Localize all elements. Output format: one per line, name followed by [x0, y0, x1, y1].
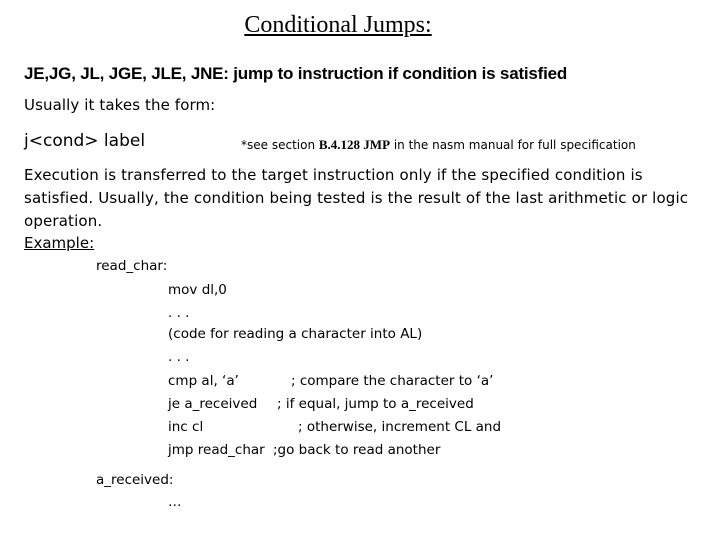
note-section: B.4.128 JMP: [318, 137, 391, 152]
code-comment: ; compare the character to ‘a’: [291, 373, 494, 389]
code-comment: ; otherwise, increment CL and: [298, 419, 502, 435]
code-comment: ; if equal, jump to a_received: [277, 396, 474, 412]
manual-reference-note: [241, 137, 636, 153]
note-prefix: *see section: [241, 138, 319, 152]
code-line: . . .: [168, 349, 190, 365]
code-instruction: inc cl: [168, 419, 204, 435]
syntax-text: j<cond> label: [24, 131, 146, 151]
code-line: (code for reading a character into AL): [168, 326, 423, 342]
code-label-read-char: read_char:: [96, 258, 168, 274]
page-title: Conditional Jumps:: [244, 12, 432, 38]
code-line: . . .: [168, 305, 190, 321]
note-suffix: in the nasm manual for full specification: [390, 138, 636, 152]
code-comment: ;go back to read another: [273, 442, 441, 458]
example-label: Example:: [24, 234, 95, 252]
code-instruction: cmp al, ‘a’: [168, 373, 239, 389]
code-instruction: je a_received: [168, 396, 258, 412]
description-paragraph: Execution is transferred to the target instruction only if the specified condition is satisfied. Usually, the condition being tested is the result of the last arithmetic or logic operation.: [24, 166, 689, 230]
code-line: mov dl,0: [168, 282, 227, 298]
code-label-a-received: a_received:: [96, 472, 174, 488]
instruction-list-heading: JE,JG, JL, JGE, JLE, JNE: jump to instruction if condition is satisfied: [24, 64, 568, 83]
code-line: …: [168, 494, 182, 510]
form-intro-text: Usually it takes the form:: [24, 96, 216, 114]
code-instruction: jmp read_char: [168, 442, 265, 458]
